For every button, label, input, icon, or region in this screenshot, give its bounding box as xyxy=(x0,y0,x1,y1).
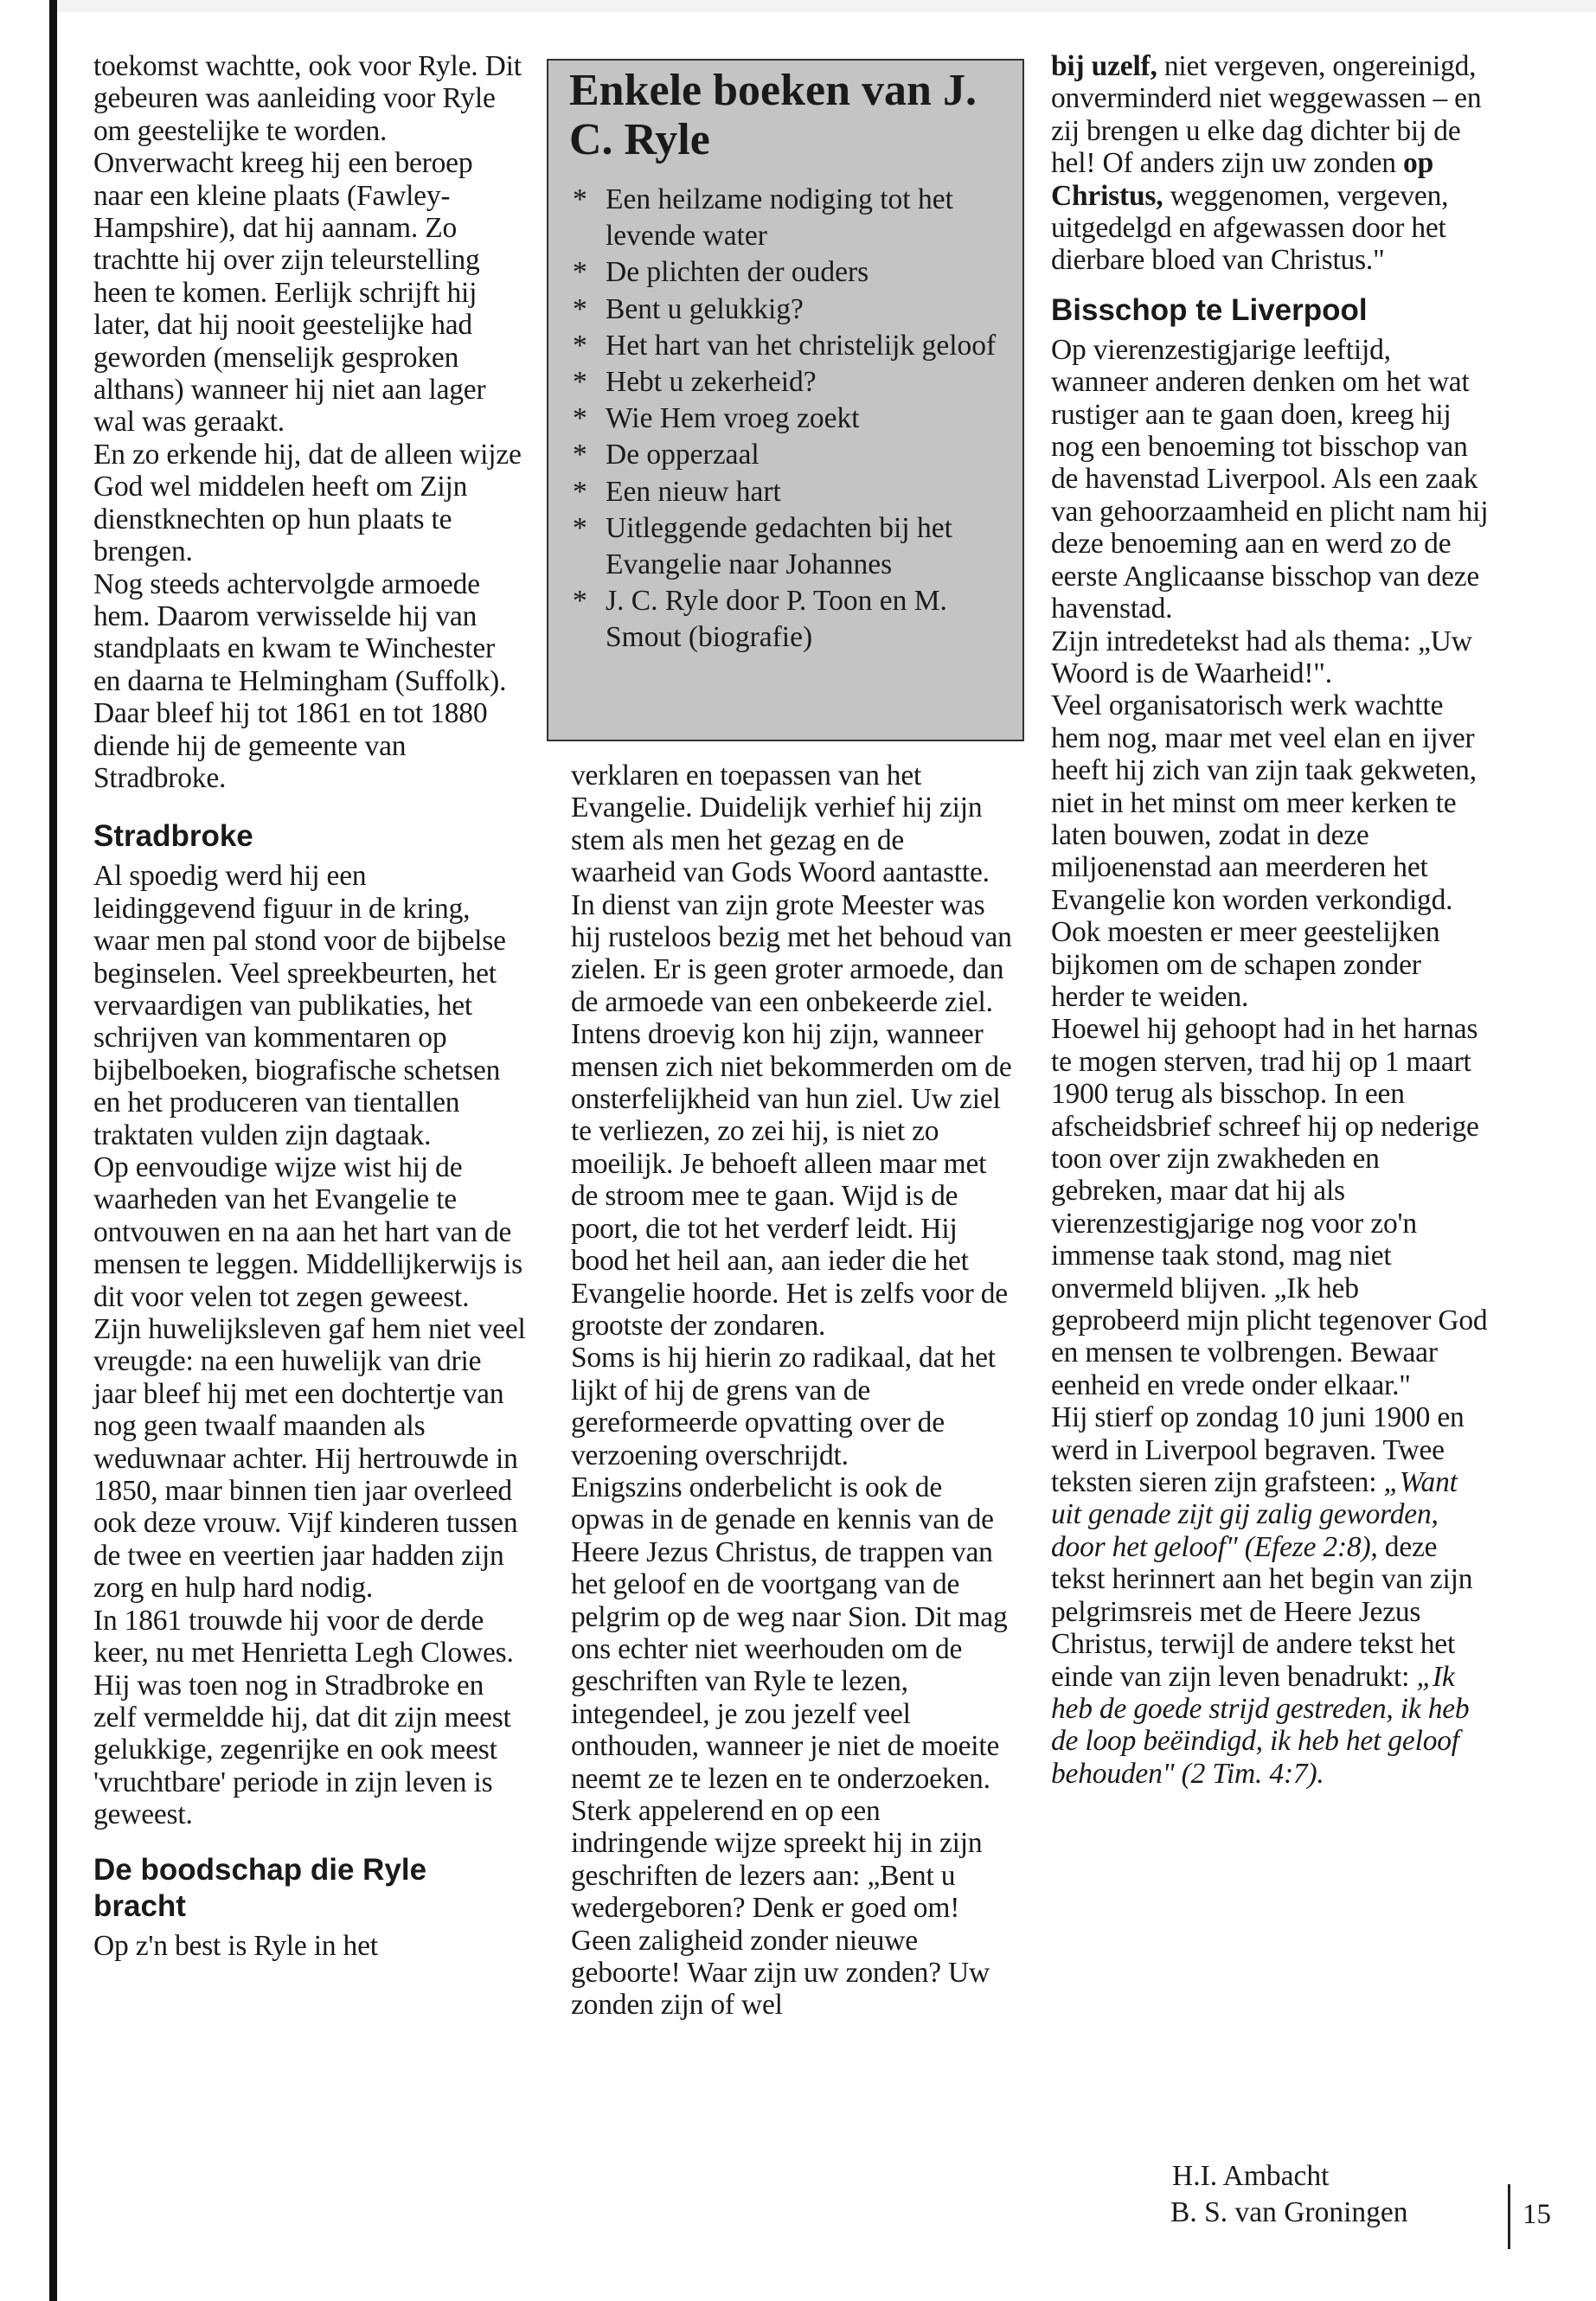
paragraph: Ook moesten er meer geestelijken bijkomen om de schapen zonder herder te weiden. xyxy=(1051,916,1440,1013)
paragraph: In 1861 trouwde hij voor de derde keer, nu met Henrietta Legh Clowes. Hij was toen nog in Stradbroke en zelf vermeldde hij, dat dit zijn meest gelukkige, zegenrijke en ook meest 'vruchtbare' periode in zijn leven is geweest. xyxy=(93,1604,514,1831)
paragraph: Op eenvoudige wijze wist hij de waarheden van het Evangelie te ontvouwen en na aan het hart van de mensen te leggen. Middellijkerwijs is dit voor velen tot zegen geweest. xyxy=(93,1151,522,1313)
paragraph: Nog steeds achtervolgde armoede hem. Daarom verwisselde hij van standplaats en kwam te Winchester en daarna te Helmingham (Suffolk). Daar bleef hij tot 1861 en tot 1880 diende hij de gemeente van Stradbroke. xyxy=(93,567,507,794)
book-item: * Het hart van het christelijk geloof xyxy=(569,328,1003,364)
bullet-star: * xyxy=(573,402,587,435)
page-number-rule xyxy=(1508,2184,1510,2249)
paragraph: Hoewel hij gehoopt had in het harnas te mogen sterven, trad hij op 1 maart 1900 terug als bisschop. In een afscheidsbrief schreef hij op nederige toon over zijn zwakheden en gebreken, maar dat hij als vierenzestigjarige nog voor zo'n immense taak stond, mag niet onvermeld blijven. „Ik heb geprobeerd mijn plicht tegenover God en mensen te volbrengen. Bewaar eenheid en vrede onder elkaar." xyxy=(1051,1013,1488,1401)
book-item: * Een nieuw hart xyxy=(569,474,1003,510)
paragraph: Op z'n best is Ryle in het xyxy=(93,1929,378,1962)
paragraph: Op vierenzestigjarige leeftijd, wanneer anderen denken om het wat rustiger aan te gaan doen, kreeg hij nog een benoeming tot bisschop van de havenstad Liverpool. Als een zaak van gehoorzaamheid en plicht nam hij deze benoeming aan en werd zo de eerste Anglicaanse bisschop van deze havenstad. xyxy=(1051,333,1489,625)
bullet-star: * xyxy=(573,475,587,508)
quote-italic: „Ik heb de goede strijd gestreden, ik heb de loop beëindigd, ik heb het geloof behouden" (2 Tim. 4:7). xyxy=(1051,1660,1470,1790)
paragraph: Zijn huwelijksleven gaf hem niet veel vreugde: na een huwelijk van drie jaar bleef hij met een dochtertje van nog geen twaalf maanden als weduwnaar achter. Hij hertrouwde in 1850, maar binnen tien jaar overleed ook deze vrouw. Vijf kinderen tussen de twee en veertien jaar hadden zijn zorg en hulp hard nodig. xyxy=(93,1313,526,1605)
author-name: B. S. van Groningen xyxy=(1170,2196,1408,2228)
sidebar-title: Enkele boeken van J. C. Ryle xyxy=(569,66,977,164)
book-item: * Uitleggende gedachten bij het Evangelie naar Johannes xyxy=(573,511,952,581)
section-heading-boodschap: De boodschap die Ryle bracht xyxy=(93,1852,427,1923)
bullet-star: * xyxy=(573,585,587,618)
bullet-star: * xyxy=(573,183,587,215)
paragraph: Hij stierf op zondag 10 juni 1900 en werd in Liverpool begraven. Twee teksten sieren zijn grafsteen: „Want uit genade zijt gij zalig geworden, door het geloof" (Efeze 2:8), deze tekst herinnert aan het begin van zijn pelgrimsreis met de Heere Jezus Christus, terwijl de andere tekst het einde van zijn leven benadrukt: „Ik heb de goede strijd gestreden, ik heb de loop beëindigd, ik heb het geloof behouden" (2 Tim. 4:7). xyxy=(1051,1401,1473,1790)
book-item: * Een heilzame nodiging tot het levende water xyxy=(573,183,953,253)
book-item: * De opperzaal xyxy=(569,437,1003,473)
section-heading-bisschop: Bisschop te Liverpool xyxy=(1051,292,1368,327)
page-number: 15 xyxy=(1522,2199,1551,2230)
paragraph: Zijn intredetekst had als thema: „Uw Woord is de Waarheid!". xyxy=(1051,625,1472,689)
book-item: * Bent u gelukkig? xyxy=(569,292,1003,328)
paragraph: verklaren en toepassen van het Evangelie. Duidelijk verhief hij zijn stem als men het gezag en de waarheid van Gods Woord aantastte. In dienst van zijn grote Meester was hij rusteloos bezig met het behoud van zielen. Er is geen groter armoede, dan de armoede van een onbekeerde ziel. Intens droevig kon hij zijn, wanneer mensen zich niet bekommerden om de onsterfelijkheid van hun ziel. Uw ziel te verliezen, zo zei hij, is niet zo moeilijk. Je behoeft alleen maar met de stroom mee te gaan. Wijd is de poort, die tot het verderf leidt. Hij bood het heil aan, aan ieder die het Evangelie hoorde. Het is zelfs voor de grootste der zondaren. xyxy=(571,760,1012,1342)
paragraph: Enigszins onderbelicht is ook de opwas in de genade en kennis van de Heere Jezus Christus, de trappen van het geloof en de voortgang van de pelgrim op de weg naar Sion. Dit mag ons echter niet weerhouden om de geschriften van Ryle te lezen, integendeel, je zou jezelf veel onthouden, wanneer je niet de moeite neemt ze te lezen en te onderzoeken. Sterk appelerend en op een indringende wijze spreekt hij in zijn geschriften de lezers aan: „Bent u wedergeboren? Denk er goed om! Geen zaligheid zonder nieuwe geboorte! Waar zijn uw zonden? Uw zonden zijn of wel xyxy=(571,1471,1008,2022)
paragraph: Soms is hij hierin zo radikaal, dat het lijkt of hij de grens van de gereformeerde opvatting over de verzoening overschrijdt. xyxy=(571,1342,996,1471)
bullet-star: * xyxy=(573,511,587,544)
paragraph: En zo erkende hij, dat de alleen wijze God wel middelen heeft om Zijn dienstknechten op hun plaats te brengen. xyxy=(93,438,522,568)
bullet-star: * xyxy=(573,366,587,399)
section-heading-stradbroke: Stradbroke xyxy=(93,819,253,854)
page-top-strip xyxy=(57,0,1596,12)
bullet-star: * xyxy=(573,439,587,471)
author-signature xyxy=(1172,2158,1408,2231)
quote-italic: „Want uit genade zijt gij zalig geworden, door het geloof" (Efeze 2:8), xyxy=(1051,1466,1458,1563)
column-3 xyxy=(1051,50,1492,1790)
column-1 xyxy=(93,50,526,1962)
book-list-sidebar xyxy=(547,59,1024,741)
author-name: H.I. Ambacht xyxy=(1172,2160,1330,2192)
book-item: * Wie Hem vroeg zoekt xyxy=(569,401,1003,437)
book-item: * De plichten der ouders xyxy=(569,254,1003,291)
paragraph: bij uzelf, niet vergeven, ongereinigd, onverminderd niet weggewassen – en zij brengen u elke dag dichter bij de hel! Of anders zijn uw zonden op Christus, weggenomen, vergeven, uitgedelgd en afgewassen door het dierbare bloed van Christus." xyxy=(1051,50,1482,277)
emphasis: bij uzelf, xyxy=(1051,50,1157,82)
emphasis: op Christus, xyxy=(1051,147,1434,212)
paragraph: Veel organisatorisch werk wachtte hem nog, maar met veel elan en ijver heeft hij zich van zijn taak gekweten, niet in het minst om meer kerken te laten bouwen, zodat in deze miljoenenstad aan meerderen het Evangelie kon worden verkondigd. xyxy=(1051,689,1477,916)
binding-edge xyxy=(0,0,57,2301)
bullet-star: * xyxy=(573,292,587,325)
book-item: * Hebt u zekerheid? xyxy=(569,364,1003,401)
book-item: * J. C. Ryle door P. Toon en M. Smout (biografie) xyxy=(573,585,947,654)
bullet-star: * xyxy=(573,329,587,362)
column-2 xyxy=(571,760,1012,2022)
bullet-star: * xyxy=(573,256,587,289)
book-list xyxy=(569,182,1003,657)
paragraph: toekomst wachtte, ook voor Ryle. Dit gebeuren was aanleiding voor Ryle om geestelijke te worden. Onverwacht kreeg hij een beroep naar een kleine plaats (Fawley-Hampshire), dat hij aannam. Zo trachtte hij over zijn teleurstelling heen te komen. Eerlijk schrijft hij later, dat hij nooit geestelijke had geworden (menselijk gesproken althans) wanneer hij niet aan lager wal was geraakt. xyxy=(93,50,522,439)
paragraph: Al spoedig werd hij een leidinggevend figuur in de kring, waar men pal stond voor de bijbelse beginselen. Veel spreekbeurten, het vervaardigen van publikaties, het schrijven van kommentaren op bijbelboeken, biografische schetsen en het produceren van tientallen traktaten vulden zijn dagtaak. xyxy=(93,860,506,1151)
